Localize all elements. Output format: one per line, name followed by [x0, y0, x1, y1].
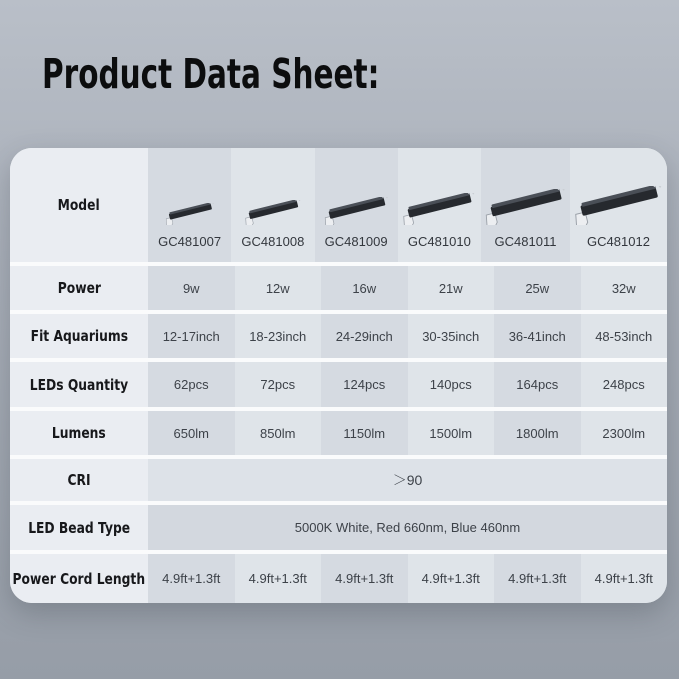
table-cell: 36-41inch [494, 314, 581, 358]
page-title: Product Data Sheet: [42, 50, 380, 98]
lumens-row-data [148, 411, 667, 455]
table-cell: 72pcs [235, 362, 322, 407]
table-row-model [10, 148, 667, 262]
power-row-data [148, 266, 667, 310]
table-cell: 12-17inch [148, 314, 235, 358]
table-cell: 16w [321, 266, 408, 310]
table-cell: 4.9ft+1.3ft [321, 554, 408, 603]
led-light-bar-image [242, 200, 304, 225]
bead-type-value-cell: 5000K White, Red 660nm, Blue 460nm [148, 505, 667, 550]
model-cell [315, 148, 398, 262]
model-code: GC481007 [158, 234, 222, 249]
row-label-cell [10, 362, 148, 407]
cri-value-cell: ＞90 [148, 459, 667, 501]
cord-row-data [148, 554, 667, 603]
row-label: Power [57, 279, 101, 297]
row-label: Power Cord Length [12, 569, 146, 588]
led-light-bar-image [399, 193, 479, 225]
row-label: Lumens [52, 424, 106, 442]
row-label: Fit Aquariums [30, 327, 128, 345]
model-code: GC481008 [241, 234, 305, 249]
table-cell: 650lm [148, 411, 235, 455]
row-label-cell [10, 314, 148, 358]
table-cell: 4.9ft+1.3ft [235, 554, 322, 603]
row-label: CRI [67, 471, 91, 489]
model-cell [481, 148, 570, 262]
led-light-bar-image [163, 203, 217, 225]
table-cell: 62pcs [148, 362, 235, 407]
table-cell: 25w [494, 266, 581, 310]
model-row-data [148, 148, 667, 262]
fit-row-data [148, 314, 667, 358]
model-cell [148, 148, 231, 262]
table-row-power-cord-length [10, 554, 667, 603]
table-cell: 4.9ft+1.3ft [148, 554, 235, 603]
row-label-cell [10, 505, 148, 550]
product-data-table [10, 148, 667, 603]
row-label-cell [10, 148, 148, 262]
table-row-lumens [10, 411, 667, 455]
model-code: GC481009 [324, 234, 388, 249]
table-cell: 164pcs [494, 362, 581, 407]
table-cell: 1150lm [321, 411, 408, 455]
leds-row-data [148, 362, 667, 407]
model-cell [570, 148, 667, 262]
row-label-cell [10, 266, 148, 310]
model-code: GC481011 [494, 234, 557, 249]
table-row-cri [10, 459, 667, 501]
row-label-cell [10, 459, 148, 501]
row-label-cell [10, 411, 148, 455]
led-light-bar-image [321, 197, 392, 225]
model-cell [398, 148, 481, 262]
table-cell: 9w [148, 266, 235, 310]
table-cell: 30-35inch [408, 314, 495, 358]
table-cell: 4.9ft+1.3ft [408, 554, 495, 603]
table-cell: 4.9ft+1.3ft [581, 554, 668, 603]
row-label-cell [10, 554, 148, 603]
table-cell: 140pcs [408, 362, 495, 407]
table-row-leds-quantity [10, 362, 667, 407]
table-cell: 12w [235, 266, 322, 310]
table-cell: 1500lm [408, 411, 495, 455]
table-cell: 21w [408, 266, 495, 310]
table-row-power [10, 266, 667, 310]
led-light-bar-image [570, 186, 667, 225]
table-cell: 2300lm [581, 411, 668, 455]
table-cell: 850lm [235, 411, 322, 455]
model-code: GC481012 [587, 234, 650, 249]
table-row-led-bead-type [10, 505, 667, 550]
row-label: LED Bead Type [28, 518, 130, 537]
model-code: GC481010 [407, 234, 471, 249]
table-cell: 1800lm [494, 411, 581, 455]
table-row-fit-aquariums [10, 314, 667, 358]
row-label: LEDs Quantity [29, 375, 129, 394]
row-label: Model [57, 196, 101, 214]
table-cell: 32w [581, 266, 668, 310]
table-cell: 18-23inch [235, 314, 322, 358]
table-cell: 4.9ft+1.3ft [494, 554, 581, 603]
table-cell: 48-53inch [581, 314, 668, 358]
table-cell: 24-29inch [321, 314, 408, 358]
table-cell: 124pcs [321, 362, 408, 407]
model-cell [231, 148, 314, 262]
table-cell: 248pcs [581, 362, 668, 407]
led-light-bar-image [481, 189, 570, 225]
